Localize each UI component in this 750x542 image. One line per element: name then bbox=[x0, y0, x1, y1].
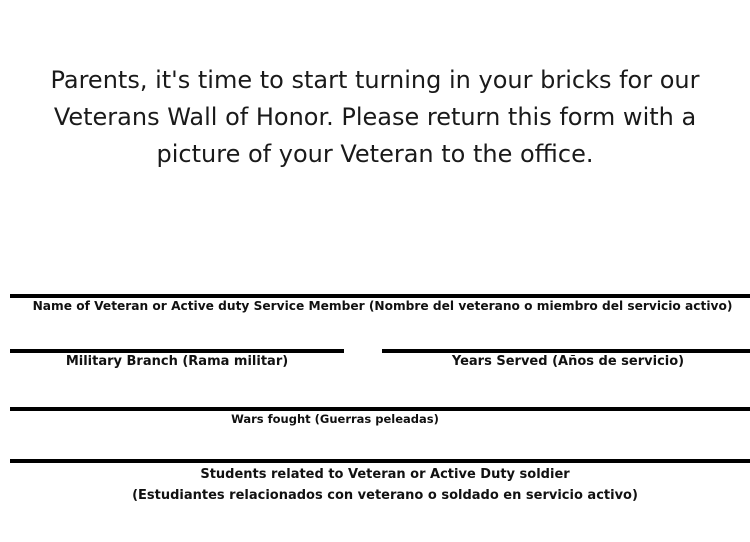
veteran-name-label: Name of Veteran or Active duty Service Member (Nombre del veterano o miembro del servicio activo) bbox=[32, 299, 733, 313]
intro-line-3: picture of your Veteran to the office. bbox=[156, 140, 594, 168]
wars-fought-line[interactable] bbox=[10, 407, 750, 411]
students-related-line[interactable] bbox=[10, 459, 750, 463]
veteran-name-line[interactable] bbox=[10, 294, 750, 298]
military-branch-label: Military Branch (Rama militar) bbox=[65, 354, 289, 369]
years-served-line[interactable] bbox=[382, 349, 750, 353]
military-branch-line[interactable] bbox=[10, 349, 344, 353]
intro-text bbox=[0, 62, 750, 173]
wars-fought-label: Wars fought (Guerras peleadas) bbox=[231, 412, 439, 426]
years-served-label: Years Served (Años de servicio) bbox=[451, 354, 685, 369]
intro-line-2: Veterans Wall of Honor. Please return this form with a bbox=[53, 103, 697, 131]
intro-line-1: Parents, it's time to start turning in your bricks for our bbox=[50, 66, 700, 94]
students-related-label-spanish: (Estudiantes relacionados con veterano o soldado en servicio activo) bbox=[132, 488, 638, 503]
students-related-label-english: Students related to Veteran or Active Duty soldier bbox=[200, 467, 570, 482]
